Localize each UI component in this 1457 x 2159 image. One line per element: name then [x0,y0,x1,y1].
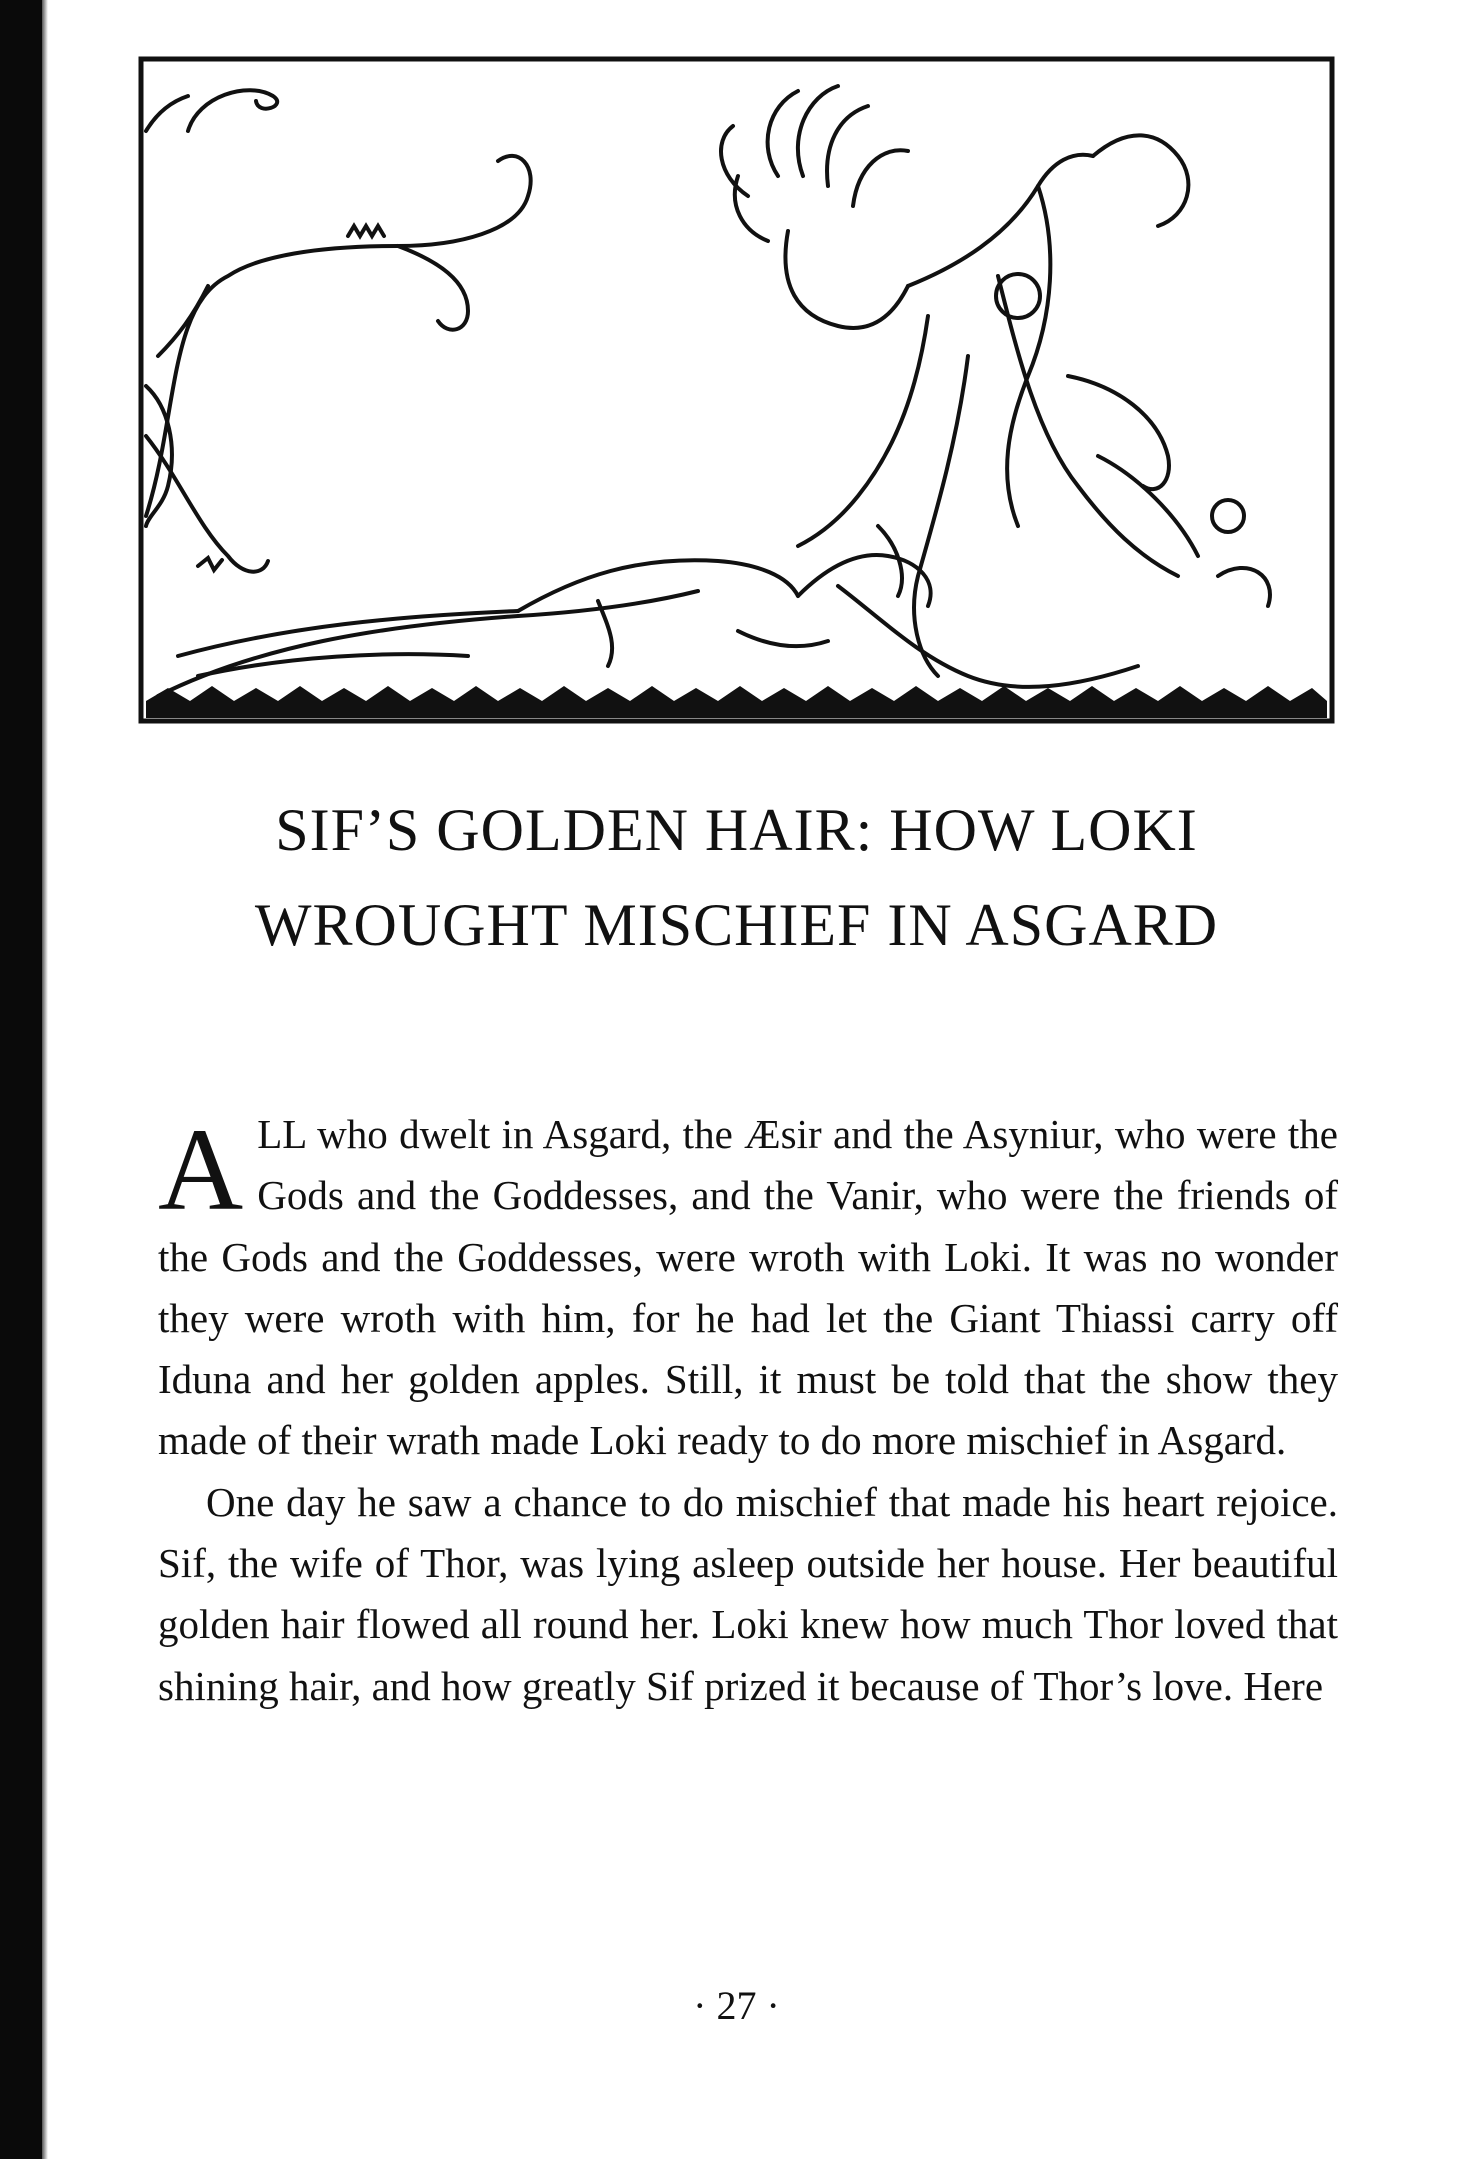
illustration-drawing [138,56,1335,724]
paragraph-1 [158,1104,1338,1472]
body-text [158,1104,1338,1717]
drop-cap: A [158,1104,244,1235]
page-number: · 27 · [693,1983,780,2028]
book-spine-shadow [0,0,42,2159]
spine-gradient [42,0,48,2159]
illustration-loki-and-sif [138,56,1335,724]
chapter-title-line-2: WROUGHT MISCHIEF IN ASGARD [254,892,1219,958]
illustration-frame [141,59,1332,721]
chapter-title-line-1: SIF’S GOLDEN HAIR: HOW LOKI [275,797,1198,863]
paragraph-1-text: LL who dwelt in Asgard, the Æsir and the Asyniur, who were the Gods and the Goddesses, and the Vanir, who were the friends of the Gods and the Goddesses, were wroth with Loki. It was no wonder they were wroth with him, for he had let the Giant Thiassi carry off Iduna and her golden apples. Still, it must be told that the show they made of their wrath made Loki ready to do more mischief in Asgard. [158,1111,1338,1464]
paragraph-2: One day he saw a chance to do mischief that made his heart rejoice. Sif, the wife of Thor, was lying asleep outside her house. Her beautiful golden hair flowed all round her. Loki knew how much Thor loved that shining hair, and how greatly Sif prized it because of Thor’s love. Here [158,1478,1338,1709]
